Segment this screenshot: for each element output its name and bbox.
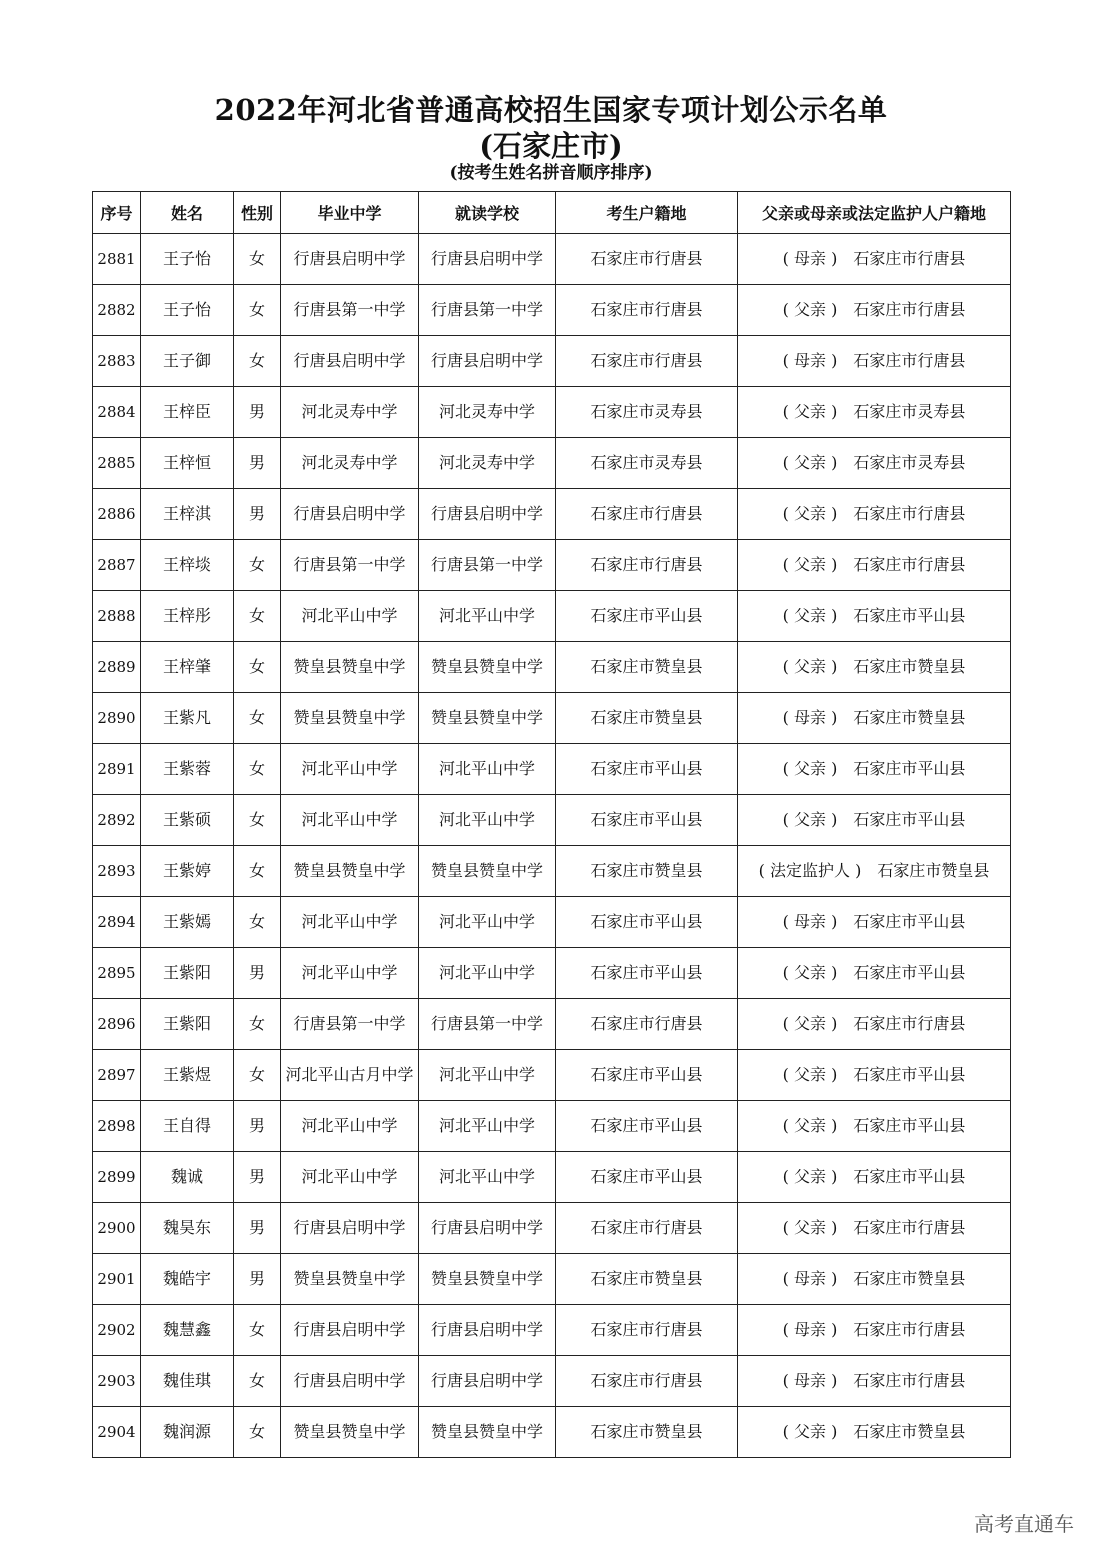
cell-current-school: 河北平山中学 <box>419 744 556 795</box>
guardian-relation: ( 父亲 ) <box>782 1065 838 1084</box>
cell-index: 2884 <box>93 387 141 438</box>
cell-index: 2902 <box>93 1305 141 1356</box>
table-row <box>93 336 1011 387</box>
cell-grad-school: 河北平山中学 <box>281 897 419 948</box>
cell-hukou: 石家庄市行唐县 <box>556 234 738 285</box>
guardian-relation: ( 父亲 ) <box>782 606 838 625</box>
cell-index: 2900 <box>93 1203 141 1254</box>
cell-name: 王梓恒 <box>141 438 234 489</box>
cell-guardian-hukou <box>738 234 1011 285</box>
cell-index: 2893 <box>93 846 141 897</box>
cell-grad-school: 行唐县启明中学 <box>281 234 419 285</box>
cell-index: 2895 <box>93 948 141 999</box>
cell-guardian-hukou <box>738 285 1011 336</box>
guardian-relation: ( 父亲 ) <box>782 759 838 778</box>
table-row <box>93 846 1011 897</box>
cell-gender: 女 <box>234 999 281 1050</box>
guardian-relation: ( 母亲 ) <box>782 912 838 931</box>
cell-gender: 女 <box>234 540 281 591</box>
guardian-location: 石家庄市行唐县 <box>853 249 966 268</box>
cell-hukou: 石家庄市平山县 <box>556 591 738 642</box>
table-row <box>93 1356 1011 1407</box>
table-row <box>93 1203 1011 1254</box>
cell-index: 2890 <box>93 693 141 744</box>
cell-current-school: 行唐县启明中学 <box>419 1356 556 1407</box>
cell-index: 2886 <box>93 489 141 540</box>
table-row <box>93 1152 1011 1203</box>
guardian-relation: ( 父亲 ) <box>782 504 838 523</box>
cell-grad-school: 河北平山中学 <box>281 1101 419 1152</box>
cell-gender: 女 <box>234 1356 281 1407</box>
guardian-location: 石家庄市行唐县 <box>853 351 966 370</box>
guardian-relation: ( 父亲 ) <box>782 555 838 574</box>
col-header-index: 序号 <box>93 192 141 234</box>
cell-hukou: 石家庄市行唐县 <box>556 285 738 336</box>
cell-guardian-hukou <box>738 489 1011 540</box>
guardian-location: 石家庄市平山县 <box>853 1167 966 1186</box>
guardian-relation: ( 母亲 ) <box>782 249 838 268</box>
guardian-location: 石家庄市行唐县 <box>853 300 966 319</box>
cell-index: 2889 <box>93 642 141 693</box>
cell-hukou: 石家庄市平山县 <box>556 1101 738 1152</box>
table-row <box>93 795 1011 846</box>
cell-gender: 女 <box>234 897 281 948</box>
cell-index: 2885 <box>93 438 141 489</box>
cell-hukou: 石家庄市行唐县 <box>556 1356 738 1407</box>
cell-guardian-hukou <box>738 1101 1011 1152</box>
cell-guardian-hukou <box>738 1305 1011 1356</box>
cell-index: 2894 <box>93 897 141 948</box>
cell-grad-school: 行唐县第一中学 <box>281 999 419 1050</box>
cell-name: 魏昊东 <box>141 1203 234 1254</box>
cell-current-school: 赞皇县赞皇中学 <box>419 846 556 897</box>
cell-grad-school: 赞皇县赞皇中学 <box>281 1407 419 1458</box>
cell-current-school: 行唐县启明中学 <box>419 489 556 540</box>
cell-current-school: 赞皇县赞皇中学 <box>419 642 556 693</box>
guardian-relation: ( 父亲 ) <box>782 657 838 676</box>
table-row <box>93 693 1011 744</box>
guardian-location: 石家庄市灵寿县 <box>853 402 966 421</box>
col-header-gender: 性别 <box>234 192 281 234</box>
table-row <box>93 540 1011 591</box>
cell-hukou: 石家庄市平山县 <box>556 744 738 795</box>
cell-grad-school: 行唐县启明中学 <box>281 489 419 540</box>
cell-grad-school: 河北灵寿中学 <box>281 387 419 438</box>
cell-gender: 女 <box>234 234 281 285</box>
sort-note: (按考生姓名拼音顺序排序) <box>449 163 653 183</box>
guardian-location: 石家庄市灵寿县 <box>853 453 966 472</box>
cell-hukou: 石家庄市行唐县 <box>556 1203 738 1254</box>
cell-hukou: 石家庄市赞皇县 <box>556 693 738 744</box>
cell-hukou: 石家庄市行唐县 <box>556 1305 738 1356</box>
cell-gender: 男 <box>234 489 281 540</box>
cell-current-school: 河北平山中学 <box>419 948 556 999</box>
table-header-row <box>93 192 1011 234</box>
table-row <box>93 897 1011 948</box>
table-row <box>93 591 1011 642</box>
cell-guardian-hukou <box>738 795 1011 846</box>
cell-grad-school: 行唐县启明中学 <box>281 1356 419 1407</box>
table-row <box>93 285 1011 336</box>
cell-guardian-hukou <box>738 693 1011 744</box>
cell-current-school: 行唐县第一中学 <box>419 285 556 336</box>
table-row <box>93 438 1011 489</box>
guardian-location: 石家庄市赞皇县 <box>853 1269 966 1288</box>
cell-gender: 男 <box>234 1152 281 1203</box>
cell-hukou: 石家庄市赞皇县 <box>556 1254 738 1305</box>
cell-current-school: 行唐县第一中学 <box>419 999 556 1050</box>
cell-gender: 男 <box>234 1203 281 1254</box>
cell-hukou: 石家庄市灵寿县 <box>556 438 738 489</box>
cell-current-school: 行唐县启明中学 <box>419 234 556 285</box>
cell-name: 王子御 <box>141 336 234 387</box>
guardian-relation: ( 父亲 ) <box>782 1014 838 1033</box>
cell-hukou: 石家庄市赞皇县 <box>556 642 738 693</box>
cell-guardian-hukou <box>738 642 1011 693</box>
cell-current-school: 行唐县启明中学 <box>419 1203 556 1254</box>
page-title: 2022年河北省普通高校招生国家专项计划公示名单 <box>214 93 888 127</box>
guardian-relation: ( 父亲 ) <box>782 1218 838 1237</box>
cell-grad-school: 行唐县第一中学 <box>281 540 419 591</box>
cell-name: 王梓肇 <box>141 642 234 693</box>
cell-index: 2882 <box>93 285 141 336</box>
cell-guardian-hukou <box>738 1152 1011 1203</box>
guardian-location: 石家庄市平山县 <box>853 1065 966 1084</box>
cell-hukou: 石家庄市赞皇县 <box>556 846 738 897</box>
cell-index: 2891 <box>93 744 141 795</box>
cell-gender: 男 <box>234 1254 281 1305</box>
cell-gender: 女 <box>234 1407 281 1458</box>
cell-index: 2888 <box>93 591 141 642</box>
cell-name: 王紫婷 <box>141 846 234 897</box>
col-header-hukou: 考生户籍地 <box>556 192 738 234</box>
cell-grad-school: 河北平山中学 <box>281 591 419 642</box>
cell-name: 王梓臣 <box>141 387 234 438</box>
cell-grad-school: 河北平山中学 <box>281 948 419 999</box>
page-subtitle: (石家庄市) <box>479 129 623 163</box>
cell-guardian-hukou <box>738 1356 1011 1407</box>
cell-gender: 男 <box>234 387 281 438</box>
cell-guardian-hukou <box>738 1407 1011 1458</box>
cell-name: 王紫煜 <box>141 1050 234 1101</box>
cell-current-school: 河北灵寿中学 <box>419 438 556 489</box>
col-header-grad-school: 毕业中学 <box>281 192 419 234</box>
cell-hukou: 石家庄市平山县 <box>556 1050 738 1101</box>
cell-name: 王梓彤 <box>141 591 234 642</box>
cell-gender: 女 <box>234 795 281 846</box>
guardian-location: 石家庄市赞皇县 <box>853 708 966 727</box>
cell-name: 王紫硕 <box>141 795 234 846</box>
cell-gender: 女 <box>234 591 281 642</box>
cell-grad-school: 行唐县启明中学 <box>281 1203 419 1254</box>
cell-guardian-hukou <box>738 846 1011 897</box>
table-row <box>93 1407 1011 1458</box>
table-row <box>93 1101 1011 1152</box>
cell-index: 2899 <box>93 1152 141 1203</box>
cell-name: 王紫嫣 <box>141 897 234 948</box>
cell-hukou: 石家庄市行唐县 <box>556 336 738 387</box>
guardian-relation: ( 父亲 ) <box>782 1116 838 1135</box>
cell-gender: 女 <box>234 1050 281 1101</box>
cell-current-school: 河北平山中学 <box>419 795 556 846</box>
guardian-relation: ( 父亲 ) <box>782 300 838 319</box>
cell-name: 王梓埮 <box>141 540 234 591</box>
cell-index: 2896 <box>93 999 141 1050</box>
cell-current-school: 河北平山中学 <box>419 1050 556 1101</box>
watermark: 高考直通车 <box>974 1512 1074 1536</box>
guardian-relation: ( 父亲 ) <box>782 453 838 472</box>
guardian-location: 石家庄市赞皇县 <box>853 1422 966 1441</box>
guardian-relation: ( 法定监护人 ) <box>758 861 862 880</box>
cell-name: 魏慧鑫 <box>141 1305 234 1356</box>
cell-name: 魏诚 <box>141 1152 234 1203</box>
table-row <box>93 642 1011 693</box>
cell-hukou: 石家庄市行唐县 <box>556 489 738 540</box>
guardian-location: 石家庄市平山县 <box>853 963 966 982</box>
cell-gender: 男 <box>234 1101 281 1152</box>
guardian-relation: ( 母亲 ) <box>782 1371 838 1390</box>
cell-name: 王紫蓉 <box>141 744 234 795</box>
table-row <box>93 999 1011 1050</box>
cell-name: 魏皓宇 <box>141 1254 234 1305</box>
cell-hukou: 石家庄市行唐县 <box>556 999 738 1050</box>
cell-hukou: 石家庄市灵寿县 <box>556 387 738 438</box>
table-row <box>93 489 1011 540</box>
cell-current-school: 赞皇县赞皇中学 <box>419 693 556 744</box>
cell-name: 王紫阳 <box>141 999 234 1050</box>
cell-index: 2887 <box>93 540 141 591</box>
cell-current-school: 赞皇县赞皇中学 <box>419 1407 556 1458</box>
cell-grad-school: 河北平山中学 <box>281 795 419 846</box>
guardian-location: 石家庄市平山县 <box>853 1116 966 1135</box>
guardian-location: 石家庄市行唐县 <box>853 1371 966 1390</box>
guardian-relation: ( 父亲 ) <box>782 963 838 982</box>
cell-gender: 女 <box>234 693 281 744</box>
cell-hukou: 石家庄市平山县 <box>556 897 738 948</box>
cell-grad-school: 赞皇县赞皇中学 <box>281 846 419 897</box>
cell-current-school: 河北平山中学 <box>419 1152 556 1203</box>
cell-gender: 女 <box>234 846 281 897</box>
table-row <box>93 387 1011 438</box>
guardian-location: 石家庄市平山县 <box>853 810 966 829</box>
guardian-location: 石家庄市行唐县 <box>853 1014 966 1033</box>
guardian-location: 石家庄市赞皇县 <box>853 657 966 676</box>
cell-index: 2903 <box>93 1356 141 1407</box>
guardian-location: 石家庄市行唐县 <box>853 1320 966 1339</box>
cell-gender: 男 <box>234 948 281 999</box>
cell-current-school: 行唐县第一中学 <box>419 540 556 591</box>
cell-name: 王子怡 <box>141 234 234 285</box>
cell-grad-school: 行唐县第一中学 <box>281 285 419 336</box>
cell-hukou: 石家庄市平山县 <box>556 795 738 846</box>
guardian-relation: ( 父亲 ) <box>782 402 838 421</box>
col-header-name: 姓名 <box>141 192 234 234</box>
guardian-relation: ( 母亲 ) <box>782 708 838 727</box>
cell-guardian-hukou <box>738 1203 1011 1254</box>
table-row <box>93 234 1011 285</box>
guardian-relation: ( 父亲 ) <box>782 810 838 829</box>
cell-hukou: 石家庄市平山县 <box>556 948 738 999</box>
cell-current-school: 河北灵寿中学 <box>419 387 556 438</box>
cell-name: 魏佳琪 <box>141 1356 234 1407</box>
cell-hukou: 石家庄市平山县 <box>556 1152 738 1203</box>
col-header-current-school: 就读学校 <box>419 192 556 234</box>
cell-current-school: 行唐县启明中学 <box>419 1305 556 1356</box>
table-row <box>93 1305 1011 1356</box>
guardian-relation: ( 母亲 ) <box>782 351 838 370</box>
cell-guardian-hukou <box>738 999 1011 1050</box>
cell-grad-school: 行唐县启明中学 <box>281 336 419 387</box>
cell-grad-school: 河北灵寿中学 <box>281 438 419 489</box>
cell-guardian-hukou <box>738 336 1011 387</box>
cell-guardian-hukou <box>738 1254 1011 1305</box>
guardian-relation: ( 母亲 ) <box>782 1269 838 1288</box>
cell-current-school: 河北平山中学 <box>419 897 556 948</box>
cell-guardian-hukou <box>738 1050 1011 1101</box>
cell-guardian-hukou <box>738 948 1011 999</box>
cell-index: 2897 <box>93 1050 141 1101</box>
cell-guardian-hukou <box>738 387 1011 438</box>
cell-current-school: 河北平山中学 <box>419 1101 556 1152</box>
cell-index: 2883 <box>93 336 141 387</box>
cell-name: 王紫阳 <box>141 948 234 999</box>
table-row <box>93 948 1011 999</box>
cell-name: 王自得 <box>141 1101 234 1152</box>
cell-current-school: 河北平山中学 <box>419 591 556 642</box>
cell-index: 2892 <box>93 795 141 846</box>
cell-grad-school: 河北平山中学 <box>281 1152 419 1203</box>
guardian-location: 石家庄市平山县 <box>853 606 966 625</box>
roster-table <box>92 191 1011 1458</box>
cell-grad-school: 行唐县启明中学 <box>281 1305 419 1356</box>
cell-guardian-hukou <box>738 438 1011 489</box>
cell-current-school: 赞皇县赞皇中学 <box>419 1254 556 1305</box>
cell-name: 魏润源 <box>141 1407 234 1458</box>
col-header-guardian-hukou: 父亲或母亲或法定监护人户籍地 <box>738 192 1011 234</box>
cell-grad-school: 河北平山古月中学 <box>281 1050 419 1101</box>
guardian-location: 石家庄市行唐县 <box>853 504 966 523</box>
cell-grad-school: 河北平山中学 <box>281 744 419 795</box>
cell-guardian-hukou <box>738 897 1011 948</box>
cell-gender: 女 <box>234 1305 281 1356</box>
cell-guardian-hukou <box>738 744 1011 795</box>
cell-name: 王紫凡 <box>141 693 234 744</box>
cell-gender: 男 <box>234 438 281 489</box>
cell-gender: 女 <box>234 642 281 693</box>
cell-grad-school: 赞皇县赞皇中学 <box>281 642 419 693</box>
cell-grad-school: 赞皇县赞皇中学 <box>281 1254 419 1305</box>
cell-index: 2901 <box>93 1254 141 1305</box>
table-row <box>93 744 1011 795</box>
guardian-location: 石家庄市平山县 <box>853 759 966 778</box>
cell-gender: 女 <box>234 285 281 336</box>
cell-gender: 女 <box>234 744 281 795</box>
cell-hukou: 石家庄市行唐县 <box>556 540 738 591</box>
guardian-relation: ( 母亲 ) <box>782 1320 838 1339</box>
table-row <box>93 1050 1011 1101</box>
table-row <box>93 1254 1011 1305</box>
cell-current-school: 行唐县启明中学 <box>419 336 556 387</box>
guardian-location: 石家庄市行唐县 <box>853 555 966 574</box>
guardian-location: 石家庄市行唐县 <box>853 1218 966 1237</box>
cell-name: 王梓淇 <box>141 489 234 540</box>
cell-index: 2904 <box>93 1407 141 1458</box>
cell-guardian-hukou <box>738 591 1011 642</box>
cell-gender: 女 <box>234 336 281 387</box>
guardian-relation: ( 父亲 ) <box>782 1422 838 1441</box>
cell-hukou: 石家庄市赞皇县 <box>556 1407 738 1458</box>
cell-index: 2898 <box>93 1101 141 1152</box>
cell-index: 2881 <box>93 234 141 285</box>
cell-name: 王子怡 <box>141 285 234 336</box>
guardian-location: 石家庄市赞皇县 <box>877 861 990 880</box>
cell-grad-school: 赞皇县赞皇中学 <box>281 693 419 744</box>
cell-guardian-hukou <box>738 540 1011 591</box>
guardian-location: 石家庄市平山县 <box>853 912 966 931</box>
guardian-relation: ( 父亲 ) <box>782 1167 838 1186</box>
